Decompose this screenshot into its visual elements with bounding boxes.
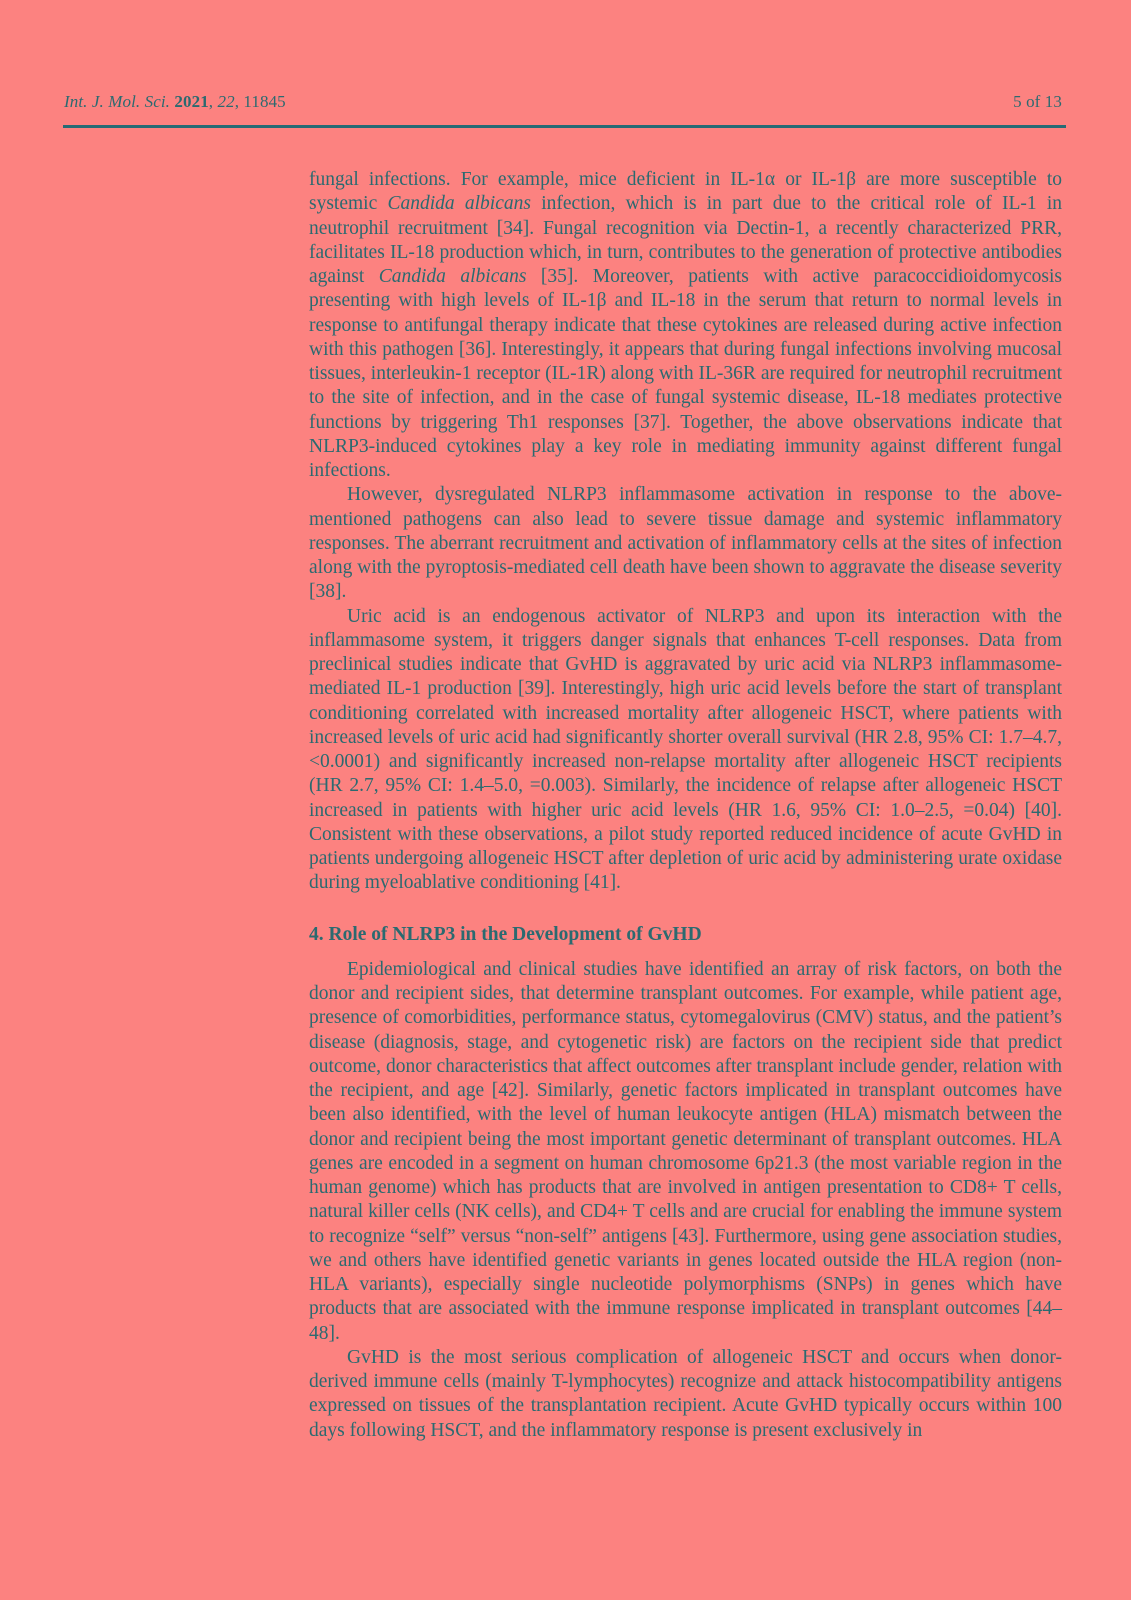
paragraph: Uric acid is an endogenous activator of NLRP3 and upon its interaction with the inflammasome system, it triggers danger signals that enhances T-cell responses. Data from preclinical studies indicate that GvHD is aggravated by uric acid via NLRP3 inflammasome-mediated IL-1 production [39]. Interestingly, high uric acid levels before the start of transplant conditioning correlated with increased mortality after allogeneic HSCT, where patients with increased levels of uric acid had significantly shorter overall survival (HR 2.8, 95% CI: 1.7–4.7, <0.0001) and significantly increased non-relapse mortality after allogeneic HSCT recipients (HR 2.7, 95% CI: 1.4–5.0, =0.003). Similarly, the incidence of relapse after allogeneic HSCT increased in patients with higher uric acid levels (HR 1.6, 95% CI: 1.0–2.5, =0.04) [40]. Consistent with these observations, a pilot study reported reduced incidence of acute GvHD in patients undergoing allogeneic HSCT after depletion of uric acid by administering urate oxidase during myeloablative conditioning [41]. [309,605,1062,894]
journal-citation: Int. J. Mol. Sci. 2021, 22, 11845 [64,92,286,111]
section-heading: 4. Role of NLRP3 in the Development of GvHD [309,923,702,945]
paragraph: GvHD is the most serious complication of allogeneic HSCT and occurs when donor-derived immune cells (mainly T-lymphocytes) recognize and attack histocompatibility antigens expressed on tissues of the transplantation recipient. Acute GvHD typically occurs within 100 days following HSCT, and the inflammatory response is present exclusively in [309,1346,1062,1441]
paragraph: However, dysregulated NLRP3 inflammasome activation in response to the above-mentioned pathogens can also lead to severe tissue damage and systemic inflammatory responses. The aberrant recruitment and activation of inflammatory cells at the sites of infection along with the pyroptosis-mediated cell death have been shown to aggravate the disease severity [38]. [309,484,1062,603]
page-number: 5 of 13 [1013,92,1062,111]
article-body [309,168,1062,1443]
paragraph: Epidemiological and clinical studies have identified an array of risk factors, on both the donor and recipient sides, that determine transplant outcomes. For example, while patient age, presence of comorbidities, performance status, cytomegalovirus (CMV) status, and the patient’s disease (diagnosis, stage, and cytogenetic risk) are factors on the recipient side that predict outcome, donor characteristics that affect outcomes after transplant include gender, relation with the recipient, and age [42]. Similarly, genetic factors implicated in transplant outcomes have been also identified, with the level of human leukocyte antigen (HLA) mismatch between the donor and recipient being the most important genetic determinant of transplant outcomes. HLA genes are encoded in a segment on human chromosome 6p21.3 (the most variable region in the human genome) which has products that are involved in antigen presentation to CD8+ T cells, natural killer cells (NK cells), and CD4+ T cells and are crucial for enabling the immune system to recognize “self” versus “non-self” antigens [43]. Furthermore, using gene association studies, we and others have identified genetic variants in genes located outside the HLA region (non-HLA variants), especially single nucleotide polymorphisms (SNPs) in genes which have products that are associated with the immune response implicated in transplant outcomes [44–48]. [309,958,1062,1344]
running-header [64,92,1062,112]
header-rule [63,125,1066,128]
paragraph: fungal infections. For example, mice deficient in IL-1α or IL-1β are more susceptible to systemic Candida albicans infection, which is in part due to the critical role of IL-1 in neutrophil recruitment [34]. Fungal recognition via Dectin-1, a recently characterized PRR, facilitates IL-18 production which, in turn, contributes to the generation of protective antibodies against Candida albicans [35]. Moreover, patients with active paracoccidioidomycosis presenting with high levels of IL-1β and IL-18 in the serum that return to normal levels in response to antifungal therapy indicate that these cytokines are released during active infection with this pathogen [36]. Interestingly, it appears that during fungal infections involving mucosal tissues, interleukin-1 receptor (IL-1R) along with IL-36R are required for neutrophil recruitment to the site of infection, and in the case of fungal systemic disease, IL-18 mediates protective functions by triggering Th1 responses [37]. Together, the above observations indicate that NLRP3-induced cytokines play a key role in mediating immunity against different fungal infections. [309,169,1062,481]
